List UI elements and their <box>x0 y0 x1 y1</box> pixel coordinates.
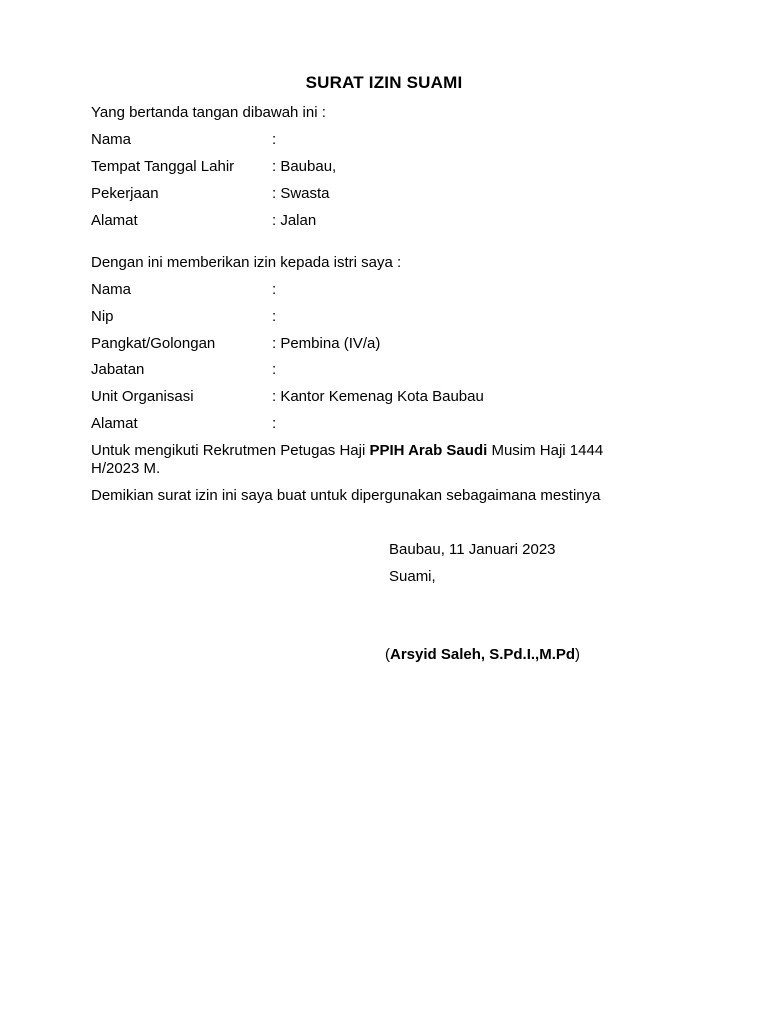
intro-text: Yang bertanda tangan dibawah ini : <box>91 104 326 121</box>
field-label: Pangkat/Golongan <box>91 335 216 352</box>
field-label: Tempat Tanggal Lahir <box>91 158 235 175</box>
field-value: : <box>272 361 277 378</box>
field-label: Nip <box>91 308 114 325</box>
field-label: Nama <box>91 131 132 148</box>
purpose-bold: PPIH Arab Saudi <box>369 442 488 459</box>
field-value: : <box>272 131 277 148</box>
field-label: Alamat <box>91 415 138 432</box>
field-label: Jabatan <box>91 361 145 378</box>
field-value: : <box>272 415 277 432</box>
signature-name: Arsyid Saleh, S.Pd.I.,M.Pd <box>390 646 576 663</box>
field-value: : <box>272 308 277 325</box>
permission-intro-text: Dengan ini memberikan izin kepada istri saya : <box>91 254 402 271</box>
signature-place-date: Baubau, 11 Januari 2023 <box>389 541 556 558</box>
field-value: : <box>272 281 277 298</box>
document-title: SURAT IZIN SUAMI <box>305 73 463 92</box>
field-label: Pekerjaan <box>91 185 159 202</box>
field-value: : Baubau, <box>272 158 337 175</box>
field-label: Unit Organisasi <box>91 388 194 405</box>
field-value: : Jalan <box>272 212 317 229</box>
closing-text: Demikian surat izin ini saya buat untuk dipergunakan sebagaimana mestinya <box>91 487 601 504</box>
signature-role: Suami, <box>389 568 436 585</box>
field-value: : Swasta <box>272 185 330 202</box>
field-label: Nama <box>91 281 132 298</box>
purpose-suffix: Musim Haji 1444 H/2023 M. <box>91 442 604 477</box>
open-paren: ( <box>385 646 390 663</box>
signature-name-line <box>385 646 580 664</box>
field-value: : Pembina (IV/a) <box>272 335 381 352</box>
purpose-prefix: Untuk mengikuti Rekrutmen Petugas Haji <box>91 442 370 459</box>
field-label: Alamat <box>91 212 138 229</box>
purpose-paragraph <box>91 442 651 478</box>
close-paren: ) <box>575 646 581 663</box>
field-value: : Kantor Kemenag Kota Baubau <box>272 388 484 405</box>
